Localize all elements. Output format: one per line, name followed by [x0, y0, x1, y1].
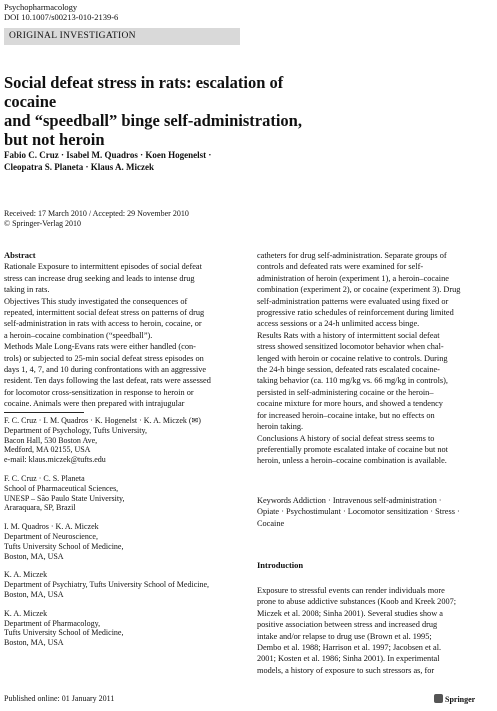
- affiliation-line: Department of Neuroscience,: [4, 531, 98, 541]
- body-line: models, a history of exposure to such stressors as, for: [257, 665, 435, 675]
- abstract-line: Objectives This study investigated the consequences of: [4, 296, 188, 306]
- affiliation-line: I. M. Quadros · K. A. Miczek: [4, 522, 99, 532]
- abstract-continued: [257, 250, 493, 467]
- abstract-line: stress can increase drug seeking and leads to intense drug: [4, 273, 195, 283]
- affiliation-line: Department of Pharmacology,: [4, 618, 101, 628]
- affiliation-line: Department of Psychiatry, Tufts University School of Medicine,: [4, 580, 210, 590]
- contact-email[interactable]: e-mail: klaus.miczek@tufts.edu: [4, 455, 106, 465]
- article-type-banner: [4, 28, 240, 45]
- abstract-line: self-administration in rats with access to heroin, cocaine, or: [4, 319, 202, 329]
- affiliation-line: Tufts University School of Medicine,: [4, 541, 124, 551]
- affiliation-line: K. A. Miczek: [4, 608, 48, 618]
- abstract-line: lenged with heroin or cocaine relative to controls. During: [257, 353, 448, 363]
- body-line: intake and/or relapse to drug use (Brown et al. 1995;: [257, 631, 432, 641]
- abstract-line: for locomotor cross-sensitization in response to heroin or: [4, 387, 194, 397]
- abstract-line: a heroin–cocaine combination (“speedball”).: [4, 330, 153, 340]
- title-line: and “speedball” binge self-administration,: [4, 111, 302, 130]
- abstract-line: heroin, unless a heroin–cocaine combination is available.: [257, 456, 447, 466]
- affiliation-line: Tufts University School of Medicine,: [4, 628, 124, 638]
- footnote-rule: [4, 412, 84, 413]
- affiliation-line: F. C. Cruz · I. M. Quadros · K. Hogenelst · K. A. Miczek (✉): [4, 416, 201, 425]
- publisher-logo: [434, 694, 475, 704]
- abstract-line: repeated, intermittent social defeat stress on patterns of drug: [4, 308, 205, 318]
- abstract-line: cocaine. Animals were then prepared with intrajugular: [4, 399, 185, 409]
- title-line: but not heroin: [4, 130, 105, 149]
- abstract-line: administration of heroin (experiment 1), a heroin–cocaine: [257, 273, 449, 283]
- affiliation-line: Boston, MA, USA: [4, 551, 64, 561]
- abstract-line: preferentially promote escalated intake of cocaine but not: [257, 444, 448, 454]
- keywords-line: Keywords Addiction · Intravenous self-administration ·: [257, 496, 442, 505]
- affiliations: [4, 416, 244, 648]
- keywords-line: Opiate · Psychostimulant · Locomotor sensitization · Stress ·: [257, 507, 460, 517]
- affiliation-line: Bacon Hall, 530 Boston Ave,: [4, 435, 98, 445]
- abstract-line: trols) or subjected to 25-min social defeat stress episodes on: [4, 353, 204, 363]
- section-heading-introduction: Introduction: [257, 560, 304, 570]
- abstract-line: Methods Male Long-Evans rats were either handled (con-: [4, 342, 196, 352]
- affiliation-line: Medford, MA 02155, USA: [4, 445, 91, 455]
- body-line: Miczek et al. 2008; Sinha 2001). Several studies show a: [257, 608, 443, 618]
- abstract-line: Results Rats with a history of intermittent social defeat: [257, 330, 440, 340]
- body-line: Exposure to stressful events can render individuals more: [257, 586, 445, 595]
- abstract-line: Conclusions A history of social defeat stress seems to: [257, 433, 435, 443]
- affiliation-line: F. C. Cruz · C. S. Planeta: [4, 473, 85, 483]
- author-line: Fabio C. Cruz · Isabel M. Quadros · Koen Hogenelst ·: [4, 150, 212, 160]
- abstract-line: taking behavior (ca. 110 mg/kg vs. 66 mg/kg in controls),: [257, 376, 448, 386]
- copyright-line: © Springer-Verlag 2010: [4, 219, 82, 228]
- journal-name: Psychopharmacology: [4, 2, 78, 12]
- abstract-line: the 24-h binge session, defeated rats escalated cocaine-: [257, 365, 440, 375]
- article-title: [4, 73, 334, 149]
- body-line: 2001; Kosten et al. 1986; Sinha 2001). In experimental: [257, 654, 440, 664]
- affiliation-line: Araraquara, SP, Brazil: [4, 503, 76, 513]
- author-line: Cleopatra S. Planeta · Klaus A. Miczek: [4, 162, 154, 172]
- publisher-name: Springer: [445, 695, 476, 704]
- affiliation-line: Boston, MA, USA: [4, 589, 64, 599]
- abstract-line: for increased heroin–cocaine intake, but no effects on: [257, 410, 435, 420]
- body-line: Dembo et al. 1988; Harrison et al. 1997; Jacobsen et al.: [257, 643, 442, 653]
- body-line: positive association between stress and increased drug: [257, 620, 438, 630]
- abstract-line: stress showed sensitized locomotor behavior when chal-: [257, 342, 444, 352]
- introduction-body: [257, 585, 493, 676]
- abstract-line: combination (experiment 2), or cocaine (experiment 3). Drug: [257, 285, 461, 295]
- title-line: Social defeat stress in rats: escalation of cocaine: [4, 73, 284, 111]
- abstract-line: persisted in self-administering cocaine or the heroin–: [257, 387, 434, 397]
- abstract-line: catheters for drug self-administration. Separate groups of: [257, 251, 447, 260]
- affiliation-line: K. A. Miczek: [4, 570, 48, 580]
- affiliation-line: Department of Psychology, Tufts University,: [4, 425, 147, 435]
- article-type-label: ORIGINAL INVESTIGATION: [9, 31, 136, 41]
- affiliation-line: School of Pharmaceutical Sciences,: [4, 483, 119, 493]
- author-list: [4, 149, 264, 173]
- publication-dates: [4, 209, 189, 229]
- doi: DOI 10.1007/s00213-010-2139-6: [4, 12, 119, 22]
- affiliation-line: UNESP – São Paulo State University,: [4, 493, 125, 503]
- abstract-line: taking in rats.: [4, 285, 50, 295]
- abstract-line: controls and defeated rats were examined for self-: [257, 262, 424, 272]
- abstract-line: self-administration patterns were evaluated using fixed or: [257, 296, 449, 306]
- affiliation-line: Boston, MA, USA: [4, 638, 64, 648]
- abstract-line: access sessions or a 24-h unlimited access binge.: [257, 319, 420, 329]
- abstract-line: progressive ratio schedules of reinforcement during limited: [257, 308, 454, 318]
- springer-horse-icon: [434, 694, 443, 703]
- abstract: [4, 250, 240, 410]
- abstract-heading: Abstract: [4, 250, 36, 260]
- abstract-line: days 1, 4, 7, and 10 during confrontations with an aggressive: [4, 365, 207, 375]
- abstract-line: Rationale Exposure to intermittent episodes of social defeat: [4, 262, 202, 272]
- received-date: Received: 17 March 2010 / Accepted: 29 November 2010: [4, 209, 189, 218]
- abstract-line: heroin taking.: [257, 422, 304, 432]
- abstract-line: resident. Ten days following the last defeat, rats were assessed: [4, 376, 211, 386]
- keywords: [257, 495, 493, 529]
- body-line: prone to abuse addictive substances (Koob and Kreek 2007;: [257, 597, 457, 607]
- keywords-line: Cocaine: [257, 518, 285, 528]
- journal-header: [4, 2, 118, 22]
- published-online: Published online: 01 January 2011: [4, 694, 115, 703]
- abstract-line: cocaine mixture for more hours, and showed a tendency: [257, 399, 443, 409]
